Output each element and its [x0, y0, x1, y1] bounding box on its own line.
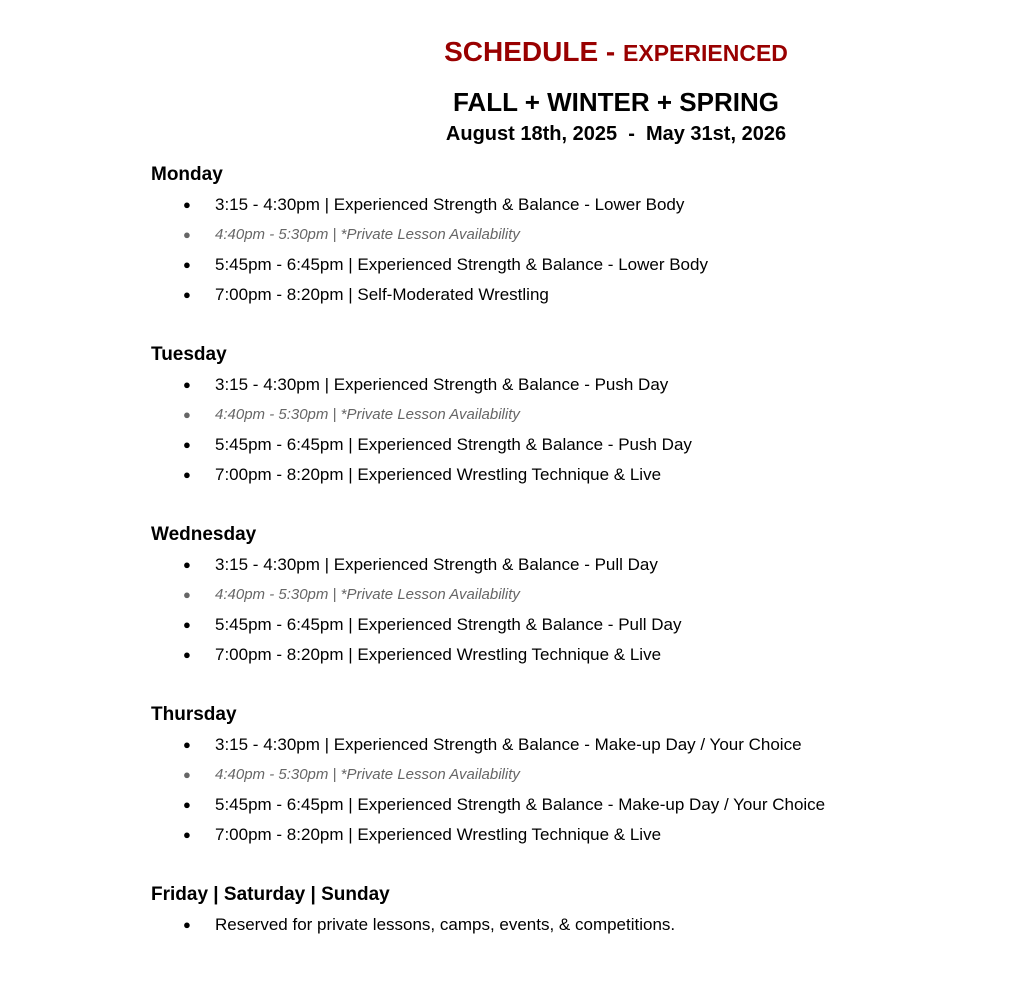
list-item	[151, 580, 1011, 610]
list-item-text: 3:15 - 4:30pm | Experienced Strength & Balance - Pull Day	[215, 555, 658, 574]
bullet-icon: ●	[183, 647, 191, 662]
list-item-text: 4:40pm - 5:30pm | *Private Lesson Availability	[215, 766, 520, 783]
bullet-icon: ●	[183, 587, 191, 602]
list-item-text: 3:15 - 4:30pm | Experienced Strength & Balance - Make-up Day / Your Choice	[215, 735, 802, 754]
list-item	[151, 790, 1011, 820]
list-item-text: 7:00pm - 8:20pm | Experienced Wrestling Technique & Live	[215, 825, 662, 844]
list-item	[151, 370, 1011, 400]
day-section-thursday	[151, 700, 1011, 850]
day-section-weekend	[151, 880, 1011, 940]
bullet-icon: ●	[183, 827, 191, 842]
list-item	[151, 550, 1011, 580]
list-item	[151, 220, 1011, 250]
list-item-text: 4:40pm - 5:30pm | *Private Lesson Availability	[215, 226, 520, 243]
day-heading: Thursday	[151, 704, 237, 725]
spacer	[151, 670, 1011, 700]
list-item-text: 3:15 - 4:30pm | Experienced Strength & Balance - Push Day	[215, 375, 669, 394]
title-subtitle: EXPERIENCED	[623, 40, 788, 66]
bullet-icon: ●	[183, 227, 191, 242]
bullet-icon: ●	[183, 617, 191, 632]
list-item-text: Reserved for private lessons, camps, events, & competitions.	[215, 915, 676, 934]
weekly-schedule	[151, 160, 1011, 940]
day-section-monday	[151, 160, 1011, 310]
day-heading: Wednesday	[151, 524, 257, 545]
list-item	[151, 910, 1011, 940]
bullet-icon: ●	[183, 737, 191, 752]
spacer	[151, 310, 1011, 340]
list-item	[151, 730, 1011, 760]
bullet-icon: ●	[183, 407, 191, 422]
list-item-text: 7:00pm - 8:20pm | Self-Moderated Wrestling	[215, 285, 549, 304]
day-section-wednesday	[151, 520, 1011, 670]
bullet-icon: ●	[183, 557, 191, 572]
day-heading: Monday	[151, 164, 223, 185]
bullet-icon: ●	[183, 437, 191, 452]
spacer	[151, 490, 1011, 520]
spacer	[151, 850, 1011, 880]
list-item-text: 7:00pm - 8:20pm | Experienced Wrestling Technique & Live	[215, 465, 662, 484]
list-item	[151, 430, 1011, 460]
bullet-icon: ●	[183, 287, 191, 302]
day-heading: Friday | Saturday | Sunday	[151, 884, 390, 905]
list-item	[151, 610, 1011, 640]
season-subtitle: FALL + WINTER + SPRING	[452, 87, 779, 117]
bullet-icon: ●	[183, 767, 191, 782]
day-heading: Tuesday	[151, 344, 227, 365]
date-range: August 18th, 2025 - May 31st, 2026	[445, 123, 787, 145]
list-item-text: 5:45pm - 6:45pm | Experienced Strength & Balance - Pull Day	[215, 615, 682, 634]
day-section-tuesday	[151, 340, 1011, 490]
list-item-text: 5:45pm - 6:45pm | Experienced Strength & Balance - Lower Body	[215, 255, 708, 274]
bullet-icon: ●	[183, 377, 191, 392]
list-item-text: 7:00pm - 8:20pm | Experienced Wrestling Technique & Live	[215, 645, 662, 664]
bullet-icon: ●	[183, 257, 191, 272]
list-item-text: 4:40pm - 5:30pm | *Private Lesson Availability	[215, 406, 520, 423]
bullet-icon: ●	[183, 197, 191, 212]
list-item	[151, 280, 1011, 310]
bullet-icon: ●	[183, 797, 191, 812]
list-item	[151, 400, 1011, 430]
title-separator: -	[598, 36, 624, 67]
list-item	[151, 250, 1011, 280]
title-main: SCHEDULE	[444, 36, 599, 67]
list-item-text: 3:15 - 4:30pm | Experienced Strength & Balance - Lower Body	[215, 195, 685, 214]
bullet-icon: ●	[183, 917, 191, 932]
list-item-text: 5:45pm - 6:45pm | Experienced Strength & Balance - Make-up Day / Your Choice	[215, 795, 826, 814]
list-item-text: 5:45pm - 6:45pm | Experienced Strength & Balance - Push Day	[215, 435, 692, 454]
list-item	[151, 640, 1011, 670]
list-item	[151, 760, 1011, 790]
list-item	[151, 820, 1011, 850]
list-item	[151, 460, 1011, 490]
page-title	[0, 36, 1034, 68]
bullet-icon: ●	[183, 467, 191, 482]
list-item	[151, 190, 1011, 220]
list-item-text: 4:40pm - 5:30pm | *Private Lesson Availability	[215, 586, 520, 603]
